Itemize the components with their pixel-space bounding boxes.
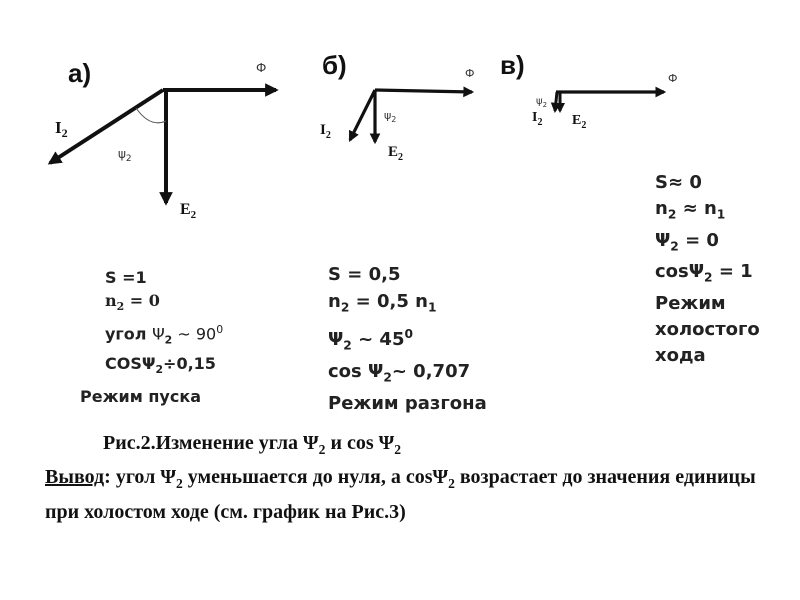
diagram-c xyxy=(532,72,677,131)
current-vector-b xyxy=(350,90,375,140)
conclusion-text: Вывод: угол $\Psi_2$ уменьшается до нуля, а cosΨ$_2$ возрастает до значения единицы при холостом ходе (см. график на Рис.3) xyxy=(45,466,756,523)
conclusion-label: Вывод xyxy=(45,466,105,488)
speed-value-a: $n_2 = 0$ xyxy=(105,291,160,314)
angle-label-c: $\psi_2$ xyxy=(536,96,548,109)
flux-vector-b xyxy=(375,90,472,92)
current-vector-c xyxy=(555,92,557,111)
angle-arc-a xyxy=(136,108,166,123)
current-label-c: $I_2$ xyxy=(532,110,543,128)
mode-label-b: Режим разгона xyxy=(328,392,487,414)
angle-value-b: $\Psi_2$ ~ $45^0$ xyxy=(328,326,413,353)
emf-label-a: $E_2$ xyxy=(180,201,197,221)
mode-label-c-2: холостого xyxy=(655,318,760,340)
slip-value-b: S = 0,5 xyxy=(328,264,401,285)
mode-label-a: Режим пуска xyxy=(80,386,201,406)
panel-label-c: в) xyxy=(500,50,525,80)
slip-value-a: S =1 xyxy=(105,268,147,287)
emf-label-c: $E_2$ xyxy=(572,113,587,131)
angle-label-a: $\psi_2$ xyxy=(118,147,132,164)
panel-label-a: а) xyxy=(68,58,92,88)
angle-label-b: $\psi_2$ xyxy=(384,109,397,124)
cos-value-a: $COS\Psi_2\div 0,15$ xyxy=(105,353,216,376)
slip-value-c: S≈ 0 xyxy=(655,172,702,193)
panel-label-b: б) xyxy=(322,50,347,80)
emf-label-b: $E_2$ xyxy=(388,144,404,163)
info-block-a xyxy=(80,266,224,408)
diagram-b xyxy=(320,67,474,163)
mode-label-c-3: хода xyxy=(655,344,706,366)
info-block-c xyxy=(655,170,760,369)
angle-value-a: угол $\Psi_2$ ~ $90^0$ xyxy=(105,323,224,347)
flux-label-b: Ф xyxy=(465,67,475,80)
flux-label-c: Ф xyxy=(668,72,678,85)
mode-label-c-1: Режим xyxy=(655,292,726,314)
speed-value-b: $n_2 = 0,5$ $n_1$ xyxy=(328,290,437,315)
current-label-a: $I_2$ xyxy=(55,118,68,140)
current-label-b: $I_2$ xyxy=(320,122,331,141)
cos-value-b: $\cos \Psi_2\sim$ 0,707 xyxy=(328,360,471,385)
speed-value-c: $n_2 \approx n_1$ xyxy=(655,198,726,222)
figure-caption: Рис.2.Изменение угла $\Psi_2$ и $\cos \Psi_2$ xyxy=(103,432,402,457)
angle-value-c: $\Psi_2 = 0$ xyxy=(655,229,719,254)
flux-label-a: Ф xyxy=(256,61,267,75)
cos-value-c: cosΨ$_2$ = 1 xyxy=(655,261,753,285)
info-block-b xyxy=(328,262,487,417)
